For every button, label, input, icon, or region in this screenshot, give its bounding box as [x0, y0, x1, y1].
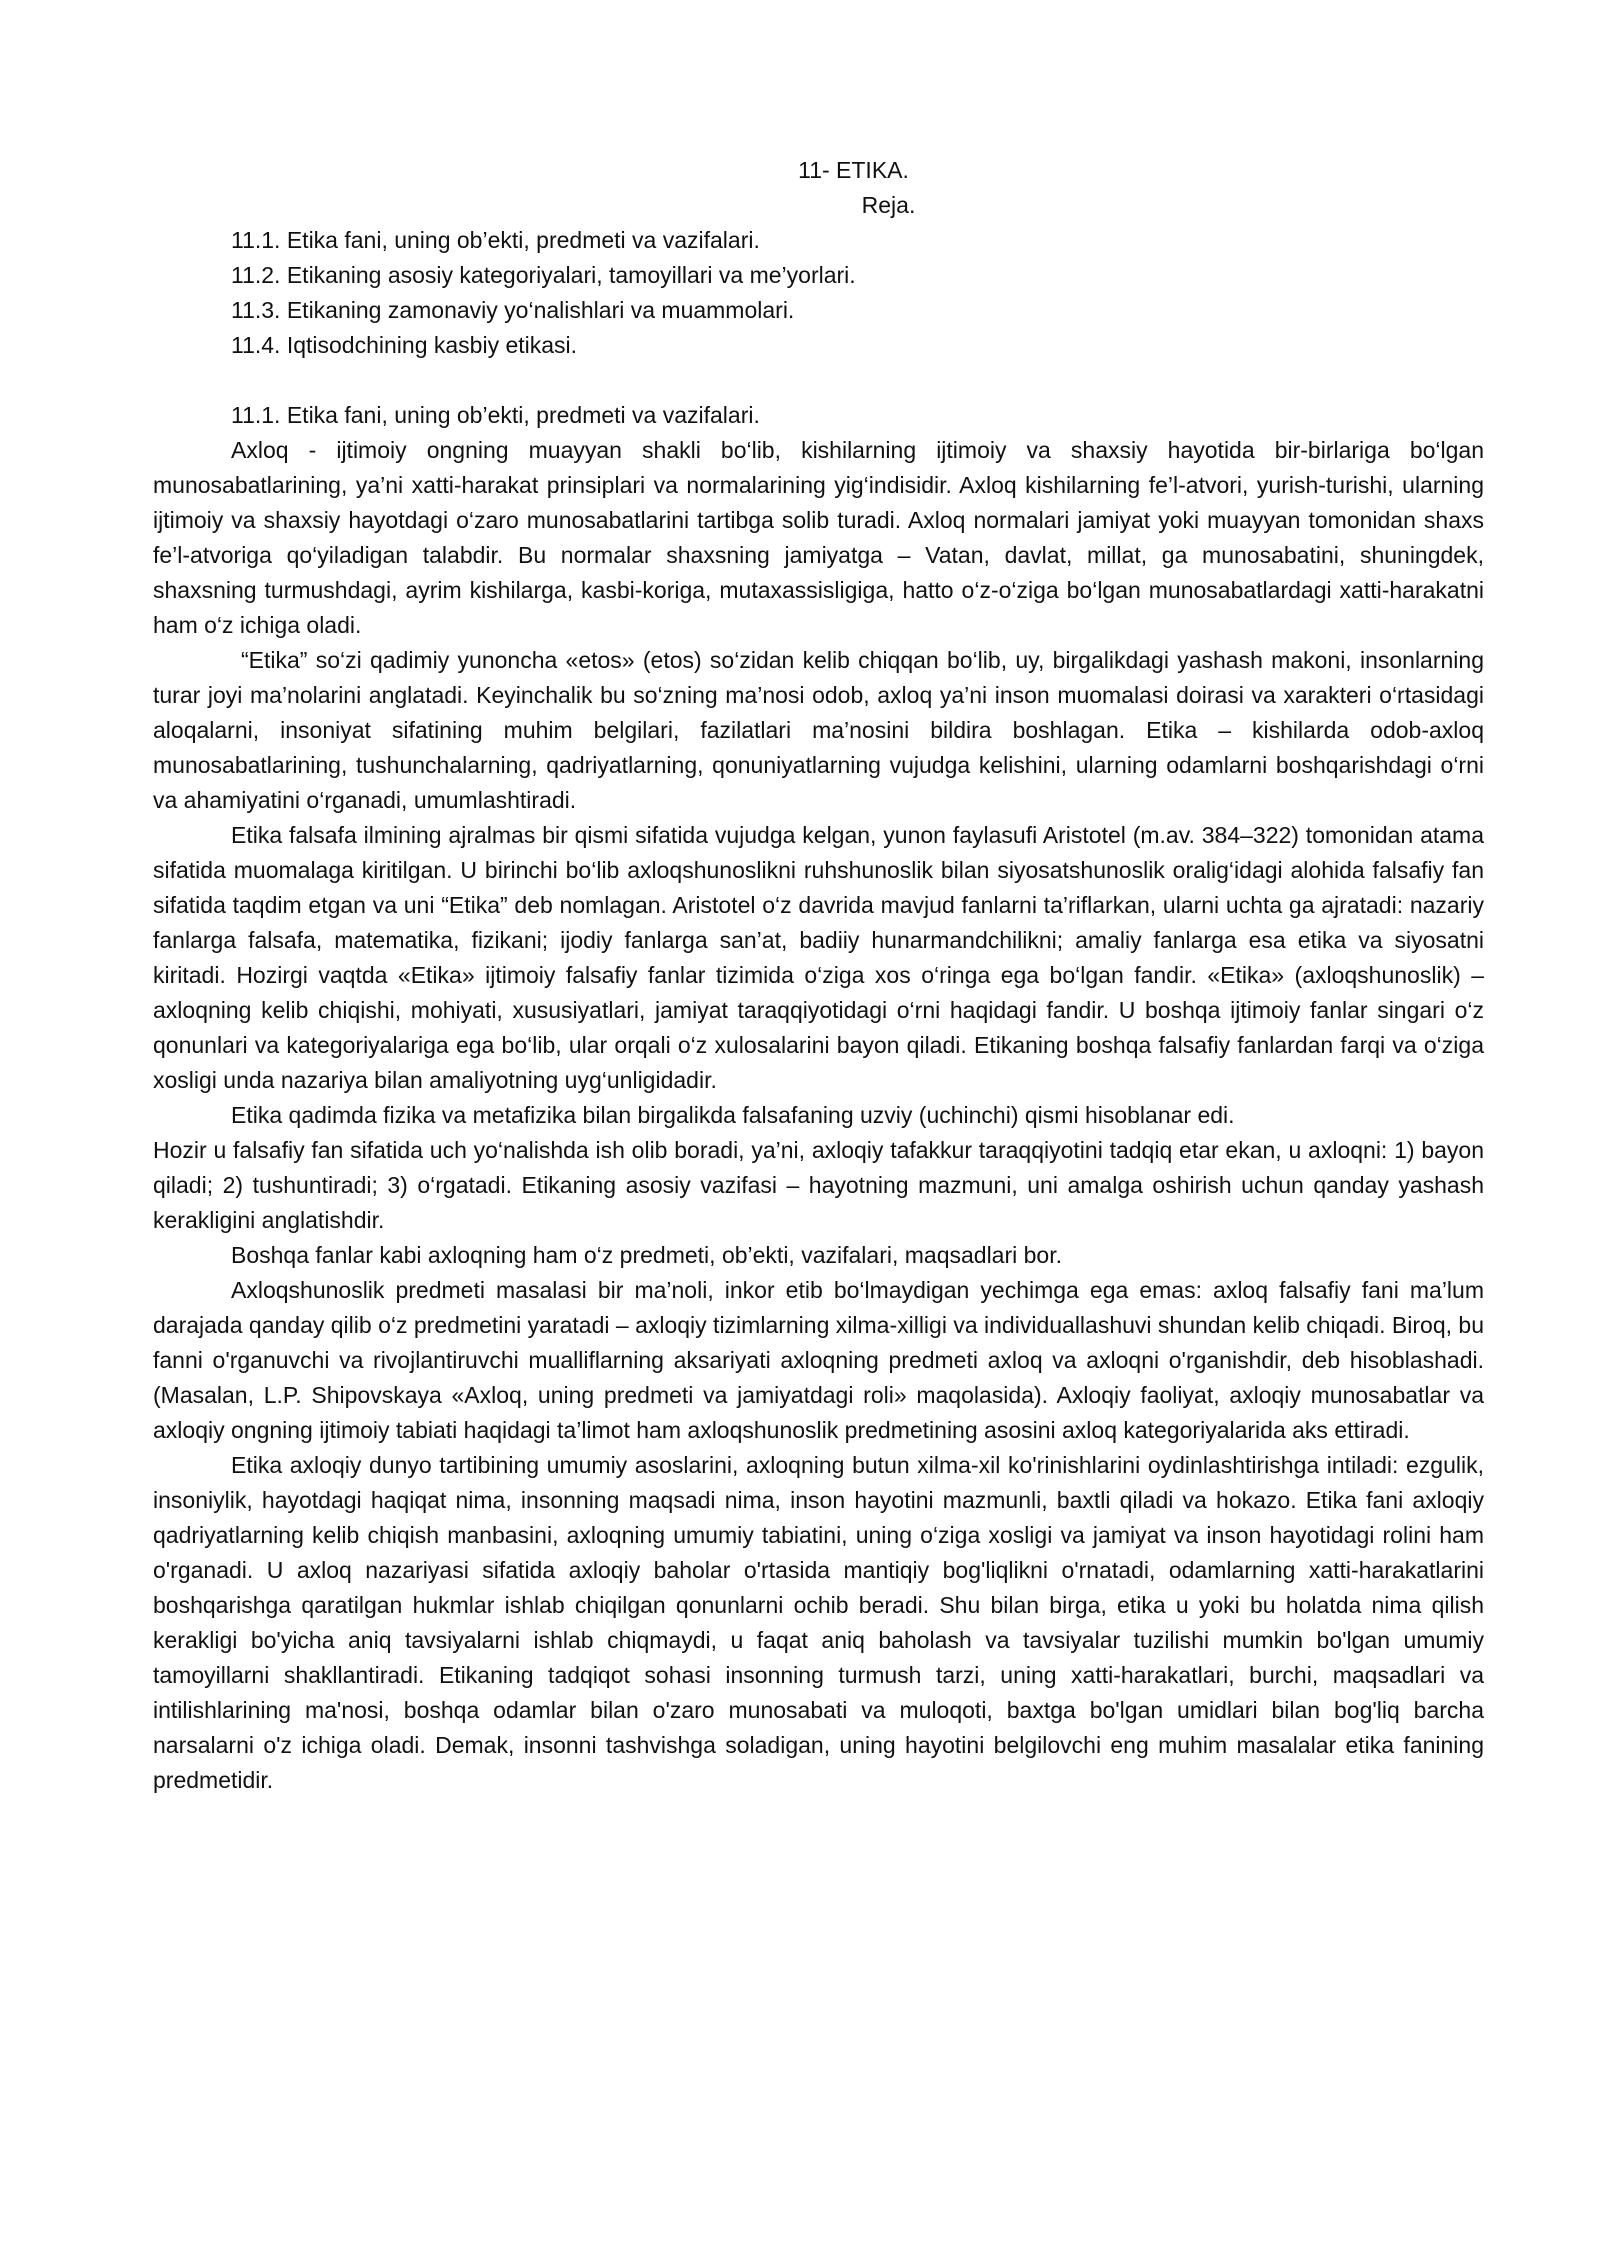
document-title: 11- ETIKA. — [798, 157, 909, 183]
plan-list — [231, 223, 1484, 363]
body-paragraph: Etika qadimda fizika va metafizika bilan birgalikda falsafaning uzviy (uchinchi) qismi hisoblanar edi. — [231, 1102, 1235, 1128]
body-paragraph: Etika falsafa ilmining ajralmas bir qismi sifatida vujudga kelgan, yunon faylasufi Aristotel (m.av. 384–322) tomonidan atama sifatida muomalaga kiritilgan. U birinchi bo‘lib axloqshunoslikni ruhshunoslik bilan siyosatshunoslik oralig‘idagi alohida falsafiy fan sifatida taqdim etgan va uni “Etika” deb nomlagan. Aristotel o‘z davrida mavjud fanlarni ta’riflarkan, ularni uchta ga ajratadi: nazariy fanlarga falsafa, matematika, fizikani; ijodiy fanlarga san’at, badiiy hunarmandchilikni; amaliy fanlarga esa etika va siyosatni kiritadi. Hozirgi vaqtda «Etika» ijtimoiy falsafiy fanlar tizimida o‘ziga xos o‘ringa ega bo‘lgan fandir. «Etika» (axloqshunoslik) – axloqning kelib chiqishi, mohiyati, xususiyatlari, jamiyat taraqqiyotidagi o‘rni haqidagi fandir. U boshqa ijtimoiy fanlar singari o‘z qonunlari va kategoriyalariga ega bo‘lib, ular orqali o‘z xulosalarini bayon qiladi. Etikaning boshqa falsafiy fanlardan farqi va o‘ziga xosligi unda nazariya bilan amaliyotning uyg‘unligidadir. — [153, 822, 1484, 1093]
plan-item: 11.1. Etika fani, uning ob’ekti, predmeti va vazifalari. — [231, 227, 760, 253]
plan-heading: Reja. — [861, 192, 916, 218]
plan-item: 11.2. Etikaning asosiy kategoriyalari, tamoyillari va me’yorlari. — [231, 262, 856, 288]
spacer — [153, 363, 1484, 398]
plan-item: 11.4. Iqtisodchining kasbiy etikasi. — [231, 332, 578, 358]
body-paragraph: Etika axloqiy dunyo tartibining umumiy asoslarini, axloqning butun xilma-xil ko'rinishlarini oydinlashtirishga intiladi: ezgulik, insoniylik, hayotdagi haqiqat nima, insonning maqsadi nima, inson hayotini mazmunli, baxtli qiladi va hokazo. Etika fani axloqiy qadriyatlarning kelib chiqish manbasini, axloqning umumiy tabiatini, uning o‘ziga xosligi va jamiyat va inson hayotidagi rolini ham o'rganadi. U axloq nazariyasi sifatida axloqiy baholar o'rtasida mantiqiy bog'liqlikni o'rnatadi, odamlarning xatti-harakatlarini boshqarishga qaratilgan hukmlar ishlab chiqilgan qonunlarni ochib beradi. Shu bilan birga, etika u yoki bu holatda nima qilish kerakligi bo'yicha aniq tavsiyalarni ishlab chiqmaydi, u faqat aniq baholash va tavsiyalar tuzilishi mumkin bo'lgan umumiy tamoyillarni shakllantiradi. Etikaning tadqiqot sohasi insonning turmush tarzi, uning xatti-harakatlari, burchi, maqsadlari va intilishlarining ma'nosi, boshqa odamlar bilan o'zaro munosabati va muloqoti, baxtga bo'lgan umidlari bilan bog'liq barcha narsalarni o'z ichiga oladi. Demak, insonni tashvishga soladigan, uning hayotini belgilovchi eng muhim masalalar etika fanining predmetidir. — [153, 1452, 1484, 1793]
document-body — [153, 153, 1484, 1798]
body-paragraph: Axloqshunoslik predmeti masalasi bir ma’noli, inkor etib bo‘lmaydigan yechimga ega emas: axloq falsafiy fani ma’lum darajada qanday qilib o‘z predmetini yaratadi – axloqiy tizimlarning xilma-xilligi va individuallashuvi shundan kelib chiqadi. Biroq, bu fanni o'rganuvchi va rivojlantiruvchi mualliflarning aksariyati axloqning predmeti axloq va axloqni o'rganishdir, deb hisoblashadi. (Masalan, L.P. Shipovskaya «Axloq, uning predmeti va jamiyatdagi roli» maqolasida). Axloqiy faoliyat, axloqiy munosabatlar va axloqiy ongning ijtimoiy tabiati haqidagi ta’limot ham axloqshunoslik predmetining asosini axloq kategoriyalarida aks ettiradi. — [153, 1277, 1484, 1443]
section-heading: 11.1. Etika fani, uning ob’ekti, predmeti va vazifalari. — [231, 402, 760, 428]
body-paragraph: Boshqa fanlar kabi axloqning ham o‘z predmeti, ob’ekti, vazifalari, maqsadlari bor. — [231, 1242, 1062, 1268]
plan-item: 11.3. Etikaning zamonaviy yo‘nalishlari va muammolari. — [231, 297, 795, 323]
body-paragraph: “Etika” so‘zi qadimiy yunoncha «etos» (etos) so‘zidan kelib chiqqan bo‘lib, uy, birgalikdagi yashash makoni, insonlarning turar joyi ma’nolarini anglatadi. Keyinchalik bu so‘zning ma’nosi odob, axloq ya’ni inson muomalasi doirasi va xarakteri o‘rtasidagi aloqalarni, insoniyat sifatining muhim belgilari, fazilatlari ma’nosini bildira boshlagan. Etika – kishilarda odob-axloq munosabatlarining, tushunchalarning, qadriyatlarning, qonuniyatlarning vujudga kelishini, ularning odamlarni boshqarishdagi o‘rni va ahamiyatini o‘rganadi, umumlashtiradi. — [153, 647, 1484, 813]
body-paragraph: Hozir u falsafiy fan sifatida uch yo‘nalishda ish olib boradi, ya’ni, axloqiy tafakkur taraqqiyotini tadqiq etar ekan, u axloqni: 1) bayon qiladi; 2) tushuntiradi; 3) o‘rgatadi. Etikaning asosiy vazifasi – hayotning mazmuni, uni amalga oshirish uchun qanday yashash kerakligini anglatishdir. — [153, 1137, 1484, 1233]
body-paragraph: Axloq - ijtimoiy ongning muayyan shakli bo‘lib, kishilarning ijtimoiy va shaxsiy hayotida bir-birlariga bo‘lgan munosabatlarining, ya’ni xatti-harakat prinsiplari va normalarining yig‘indisidir. Axloq kishilarning fe’l-atvori, yurish-turishi, ularning ijtimoiy va shaxsiy hayotdagi o‘zaro munosabatlarini tartibga solib turadi. Axloq normalari jamiyat yoki muayyan tomonidan shaxs fe’l-atvoriga qo‘yiladigan talabdir. Bu normalar shaxsning jamiyatga – Vatan, davlat, millat, ga munosabatini, shuningdek, shaxsning turmushdagi, ayrim kishilarga, kasbi-koriga, mutaxassisligiga, hatto o‘z-o‘ziga bo‘lgan munosabatlardagi xatti-harakatni ham o‘z ichiga oladi. — [153, 437, 1484, 638]
